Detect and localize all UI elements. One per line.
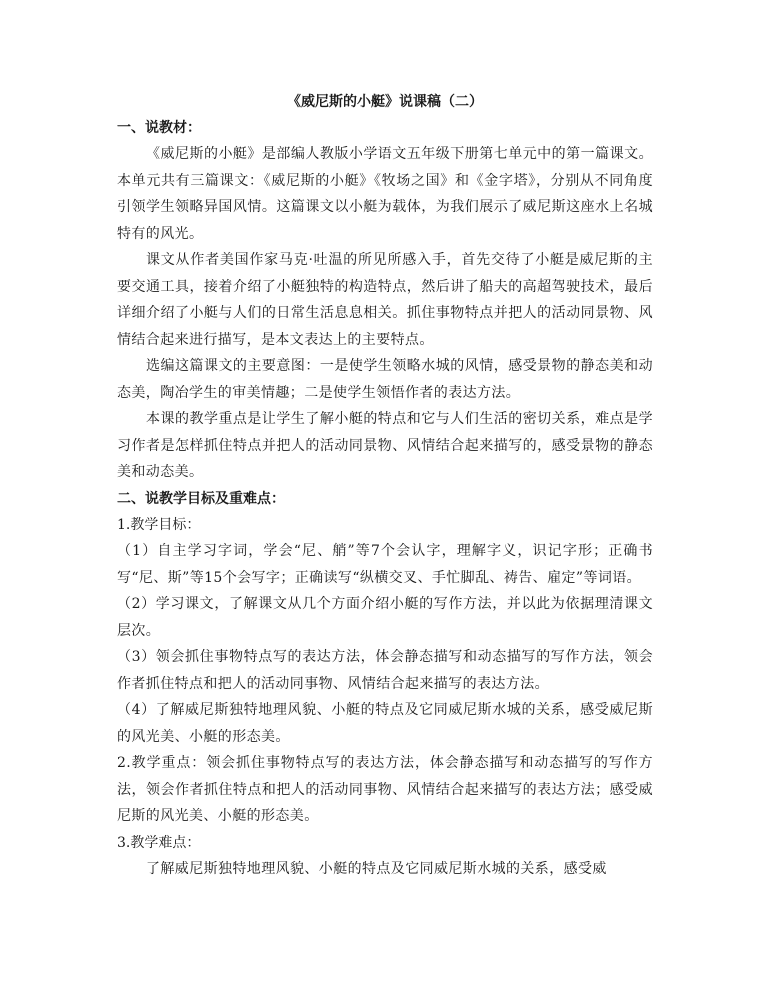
paragraph: 本课的教学重点是让学生了解小艇的特点和它与人们生活的密切关系，难点是学习作者是怎样抓住特点并把人的活动同景物、风情结合起来描写的，感受景物的静态美和动态美。 xyxy=(117,411,653,480)
goals-label: 1.教学目标： xyxy=(117,516,201,533)
document-title: 《威尼斯的小艇》说课稿（二） xyxy=(287,94,483,110)
goal-item: （2）学习课文，了解课文从几个方面介绍小艇的写作方法，并以此为依据理清课文层次。 xyxy=(117,596,653,639)
section-heading-textbook: 一、说教材： xyxy=(117,120,201,136)
section-heading-goals: 二、说教学目标及重难点： xyxy=(117,490,285,507)
paragraph: 《威尼斯的小艇》是部编人教版小学语文五年级下册第七单元中的第一篇课文。本单元共有三篇课文：《威尼斯的小艇》《牧场之国》和《金字塔》，分别从不同角度引领学生领略异国风情。这篇课文以小艇为载体，为我们展示了威尼斯这座水上名城特有的风光。 xyxy=(117,146,653,242)
document-body xyxy=(117,89,653,883)
paragraph: 选编这篇课文的主要意图：一是使学生领略水城的风情，感受景物的静态美和动态美，陶冶学生的审美情趣；二是使学生领悟作者的表达方法。 xyxy=(117,358,653,401)
difficulty-label: 3.教学难点： xyxy=(117,834,201,851)
paragraph: 课文从作者美国作家马克·吐温的所见所感入手，首先交待了小艇是威尼斯的主要交通工具，接着介绍了小艇独特的构造特点，然后讲了船夫的高超驾驶技术，最后详细介绍了小艇与人们的日常生活息息相关。抓住事物特点并把人的活动同景物、风情结合起来进行描写，是本文表达上的主要特点。 xyxy=(117,252,653,348)
difficulty-text: 了解威尼斯独特地理风貌、小艇的特点及它同威尼斯水城的关系，感受威 xyxy=(146,861,607,877)
key-point: 2.教学重点：领会抓住事物特点写的表达方法，体会静态描写和动态描写的写作方法，领会作者抓住特点和把人的活动同事物、风情结合起来描写的表达方法；感受威尼斯的风光美、小艇的形态美。 xyxy=(117,755,653,824)
goal-item: （4）了解威尼斯独特地理风貌、小艇的特点及它同威尼斯水城的关系，感受威尼斯的风光美、小艇的形态美。 xyxy=(117,702,653,745)
goal-item: （3）领会抓住事物特点写的表达方法，体会静态描写和动态描写的写作方法，领会作者抓住特点和把人的活动同事物、风情结合起来描写的表达方法。 xyxy=(117,649,653,692)
goal-item: （1）自主学习字词，学会“尼、艄”等7个会认字，理解字义，识记字形；正确书写“尼、斯”等15个会写字；正确读写“纵横交叉、手忙脚乱、祷告、雇定”等词语。 xyxy=(117,543,653,586)
